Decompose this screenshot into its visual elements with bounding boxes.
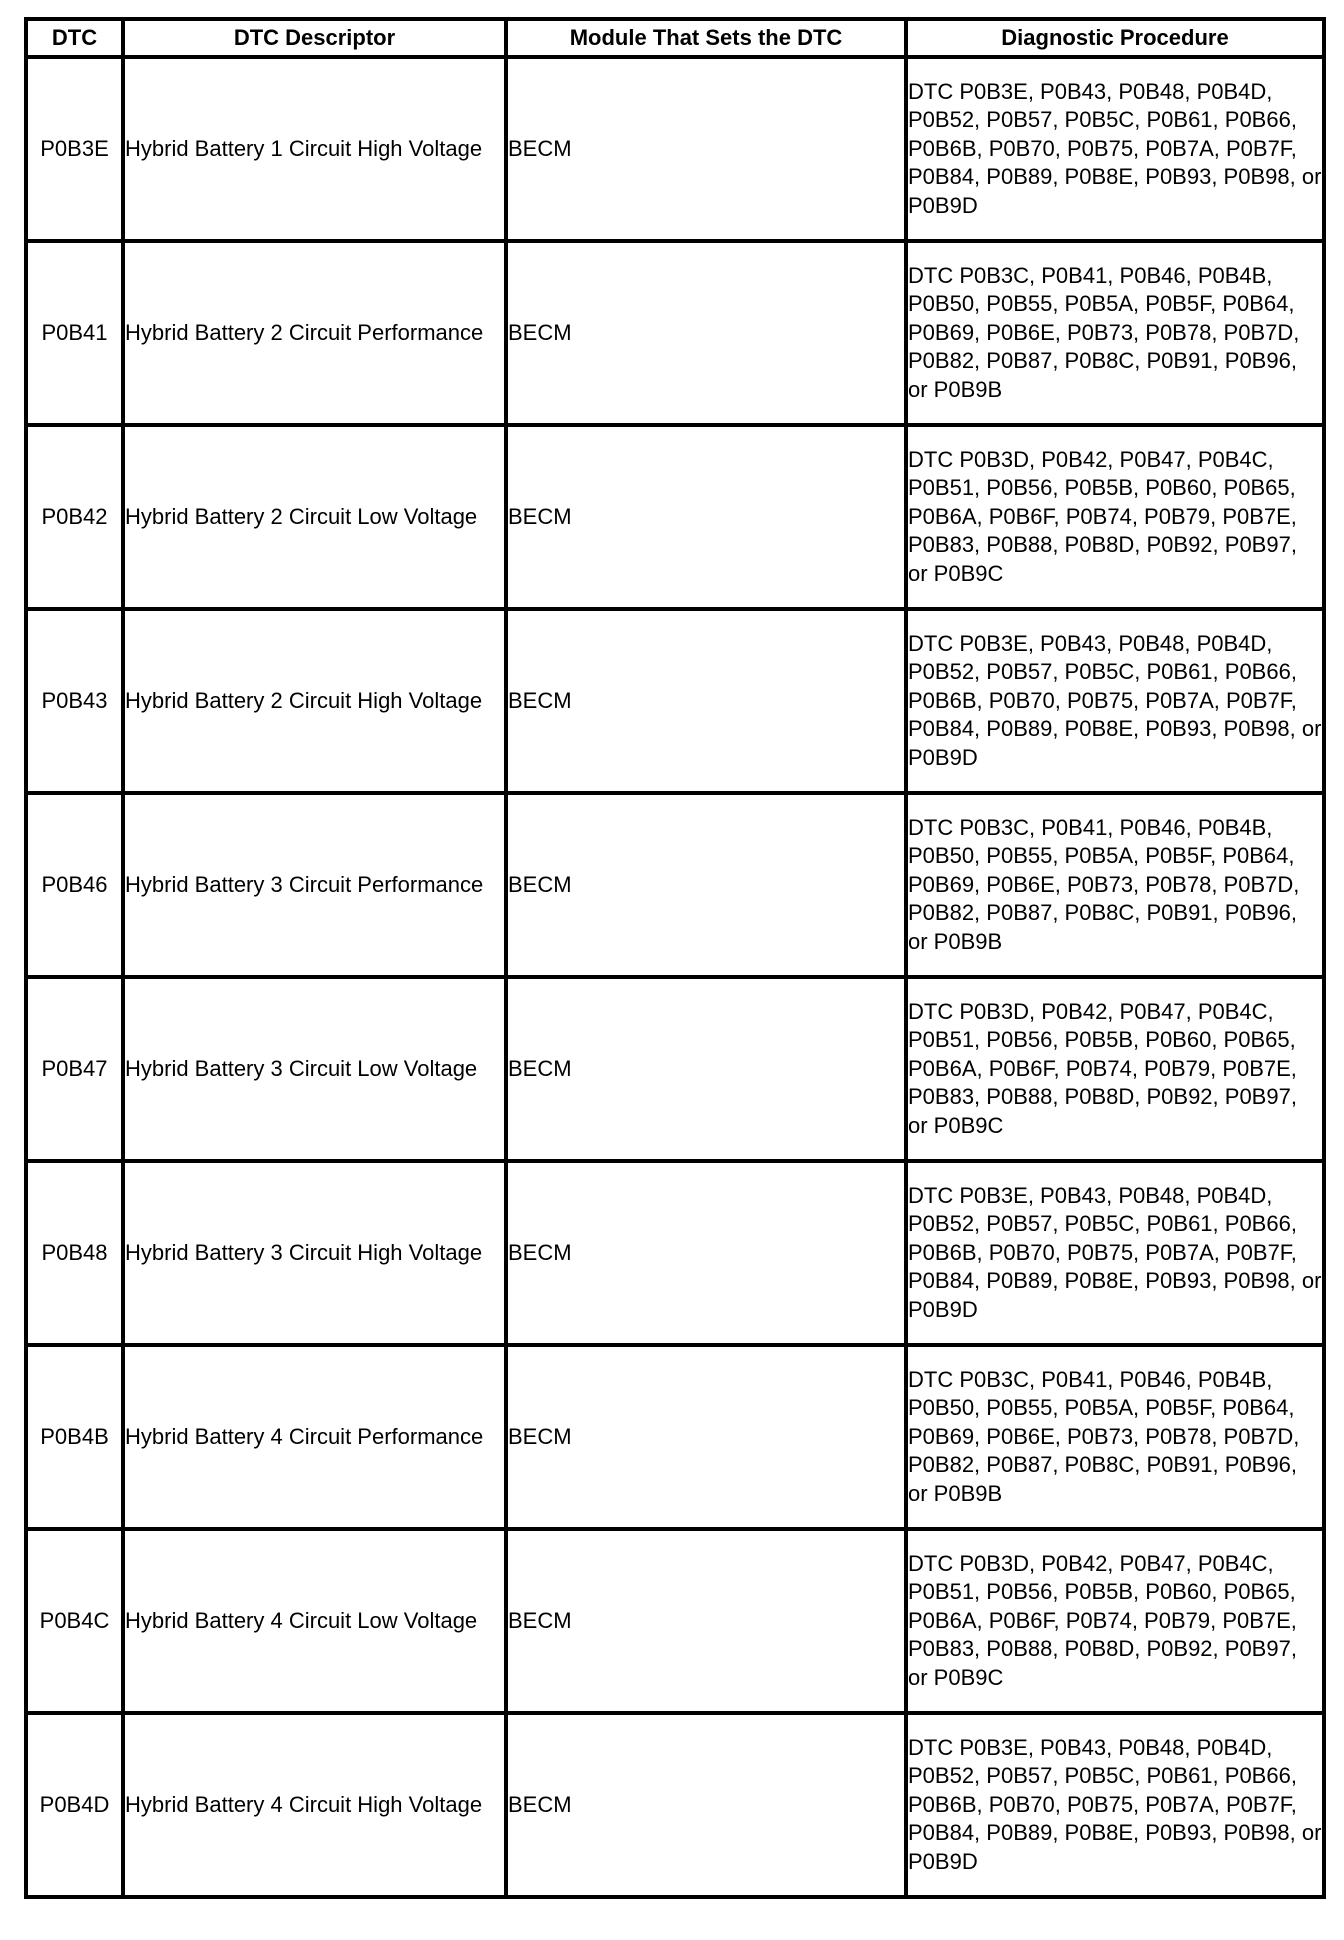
header-row (26, 19, 1324, 57)
dtc-module: BECM (506, 1161, 906, 1345)
dtc-descriptor: Hybrid Battery 1 Circuit High Voltage (123, 57, 506, 241)
diagnostic-procedure: DTC P0B3C, P0B41, P0B46, P0B4B, P0B50, P0B55, P0B5A, P0B5F, P0B64, P0B69, P0B6E, P0B73, P0B78, P0B7D, P0B82, P0B87, P0B8C, P0B91, P0B96, or P0B9B (906, 1345, 1324, 1529)
dtc-descriptor: Hybrid Battery 2 Circuit Low Voltage (123, 425, 506, 609)
dtc-module: BECM (506, 57, 906, 241)
dtc-code: P0B46 (26, 793, 123, 977)
table-row (26, 57, 1324, 241)
header-module: Module That Sets the DTC (506, 19, 906, 57)
dtc-module: BECM (506, 425, 906, 609)
table-row (26, 1529, 1324, 1713)
dtc-code: P0B3E (26, 57, 123, 241)
dtc-code: P0B48 (26, 1161, 123, 1345)
dtc-code: P0B4C (26, 1529, 123, 1713)
header-descriptor: DTC Descriptor (123, 19, 506, 57)
dtc-code: P0B42 (26, 425, 123, 609)
diagnostic-procedure: DTC P0B3E, P0B43, P0B48, P0B4D, P0B52, P0B57, P0B5C, P0B61, P0B66, P0B6B, P0B70, P0B75, P0B7A, P0B7F, P0B84, P0B89, P0B8E, P0B93, P0B98, or P0B9D (906, 1713, 1324, 1897)
table-body (26, 57, 1324, 1897)
table-row (26, 977, 1324, 1161)
dtc-descriptor: Hybrid Battery 3 Circuit High Voltage (123, 1161, 506, 1345)
dtc-descriptor: Hybrid Battery 4 Circuit High Voltage (123, 1713, 506, 1897)
dtc-code: P0B47 (26, 977, 123, 1161)
table-row (26, 1345, 1324, 1529)
dtc-descriptor: Hybrid Battery 4 Circuit Performance (123, 1345, 506, 1529)
dtc-module: BECM (506, 1713, 906, 1897)
table-row (26, 425, 1324, 609)
dtc-module: BECM (506, 977, 906, 1161)
dtc-descriptor: Hybrid Battery 2 Circuit High Voltage (123, 609, 506, 793)
diagnostic-procedure: DTC P0B3E, P0B43, P0B48, P0B4D, P0B52, P0B57, P0B5C, P0B61, P0B66, P0B6B, P0B70, P0B75, P0B7A, P0B7F, P0B84, P0B89, P0B8E, P0B93, P0B98, or P0B9D (906, 57, 1324, 241)
table-row (26, 1713, 1324, 1897)
dtc-module: BECM (506, 609, 906, 793)
dtc-code: P0B4B (26, 1345, 123, 1529)
dtc-module: BECM (506, 241, 906, 425)
dtc-module: BECM (506, 793, 906, 977)
diagnostic-procedure: DTC P0B3E, P0B43, P0B48, P0B4D, P0B52, P0B57, P0B5C, P0B61, P0B66, P0B6B, P0B70, P0B75, P0B7A, P0B7F, P0B84, P0B89, P0B8E, P0B93, P0B98, or P0B9D (906, 609, 1324, 793)
table-row (26, 1161, 1324, 1345)
header-procedure: Diagnostic Procedure (906, 19, 1324, 57)
diagnostic-procedure: DTC P0B3E, P0B43, P0B48, P0B4D, P0B52, P0B57, P0B5C, P0B61, P0B66, P0B6B, P0B70, P0B75, P0B7A, P0B7F, P0B84, P0B89, P0B8E, P0B93, P0B98, or P0B9D (906, 1161, 1324, 1345)
dtc-module: BECM (506, 1345, 906, 1529)
table-row (26, 241, 1324, 425)
dtc-descriptor: Hybrid Battery 3 Circuit Performance (123, 793, 506, 977)
dtc-module: BECM (506, 1529, 906, 1713)
table-row (26, 793, 1324, 977)
diagnostic-procedure: DTC P0B3C, P0B41, P0B46, P0B4B, P0B50, P0B55, P0B5A, P0B5F, P0B64, P0B69, P0B6E, P0B73, P0B78, P0B7D, P0B82, P0B87, P0B8C, P0B91, P0B96, or P0B9B (906, 793, 1324, 977)
table-header (26, 19, 1324, 57)
dtc-descriptor: Hybrid Battery 3 Circuit Low Voltage (123, 977, 506, 1161)
dtc-descriptor: Hybrid Battery 4 Circuit Low Voltage (123, 1529, 506, 1713)
diagnostic-procedure: DTC P0B3D, P0B42, P0B47, P0B4C, P0B51, P0B56, P0B5B, P0B60, P0B65, P0B6A, P0B6F, P0B74, P0B79, P0B7E, P0B83, P0B88, P0B8D, P0B92, P0B97, or P0B9C (906, 425, 1324, 609)
table-row (26, 609, 1324, 793)
dtc-code: P0B41 (26, 241, 123, 425)
diagnostic-procedure: DTC P0B3D, P0B42, P0B47, P0B4C, P0B51, P0B56, P0B5B, P0B60, P0B65, P0B6A, P0B6F, P0B74, P0B79, P0B7E, P0B83, P0B88, P0B8D, P0B92, P0B97, or P0B9C (906, 977, 1324, 1161)
diagnostic-procedure: DTC P0B3D, P0B42, P0B47, P0B4C, P0B51, P0B56, P0B5B, P0B60, P0B65, P0B6A, P0B6F, P0B74, P0B79, P0B7E, P0B83, P0B88, P0B8D, P0B92, P0B97, or P0B9C (906, 1529, 1324, 1713)
diagnostic-procedure: DTC P0B3C, P0B41, P0B46, P0B4B, P0B50, P0B55, P0B5A, P0B5F, P0B64, P0B69, P0B6E, P0B73, P0B78, P0B7D, P0B82, P0B87, P0B8C, P0B91, P0B96, or P0B9B (906, 241, 1324, 425)
dtc-table (24, 17, 1326, 1899)
dtc-code: P0B4D (26, 1713, 123, 1897)
header-dtc: DTC (26, 19, 123, 57)
dtc-code: P0B43 (26, 609, 123, 793)
dtc-descriptor: Hybrid Battery 2 Circuit Performance (123, 241, 506, 425)
